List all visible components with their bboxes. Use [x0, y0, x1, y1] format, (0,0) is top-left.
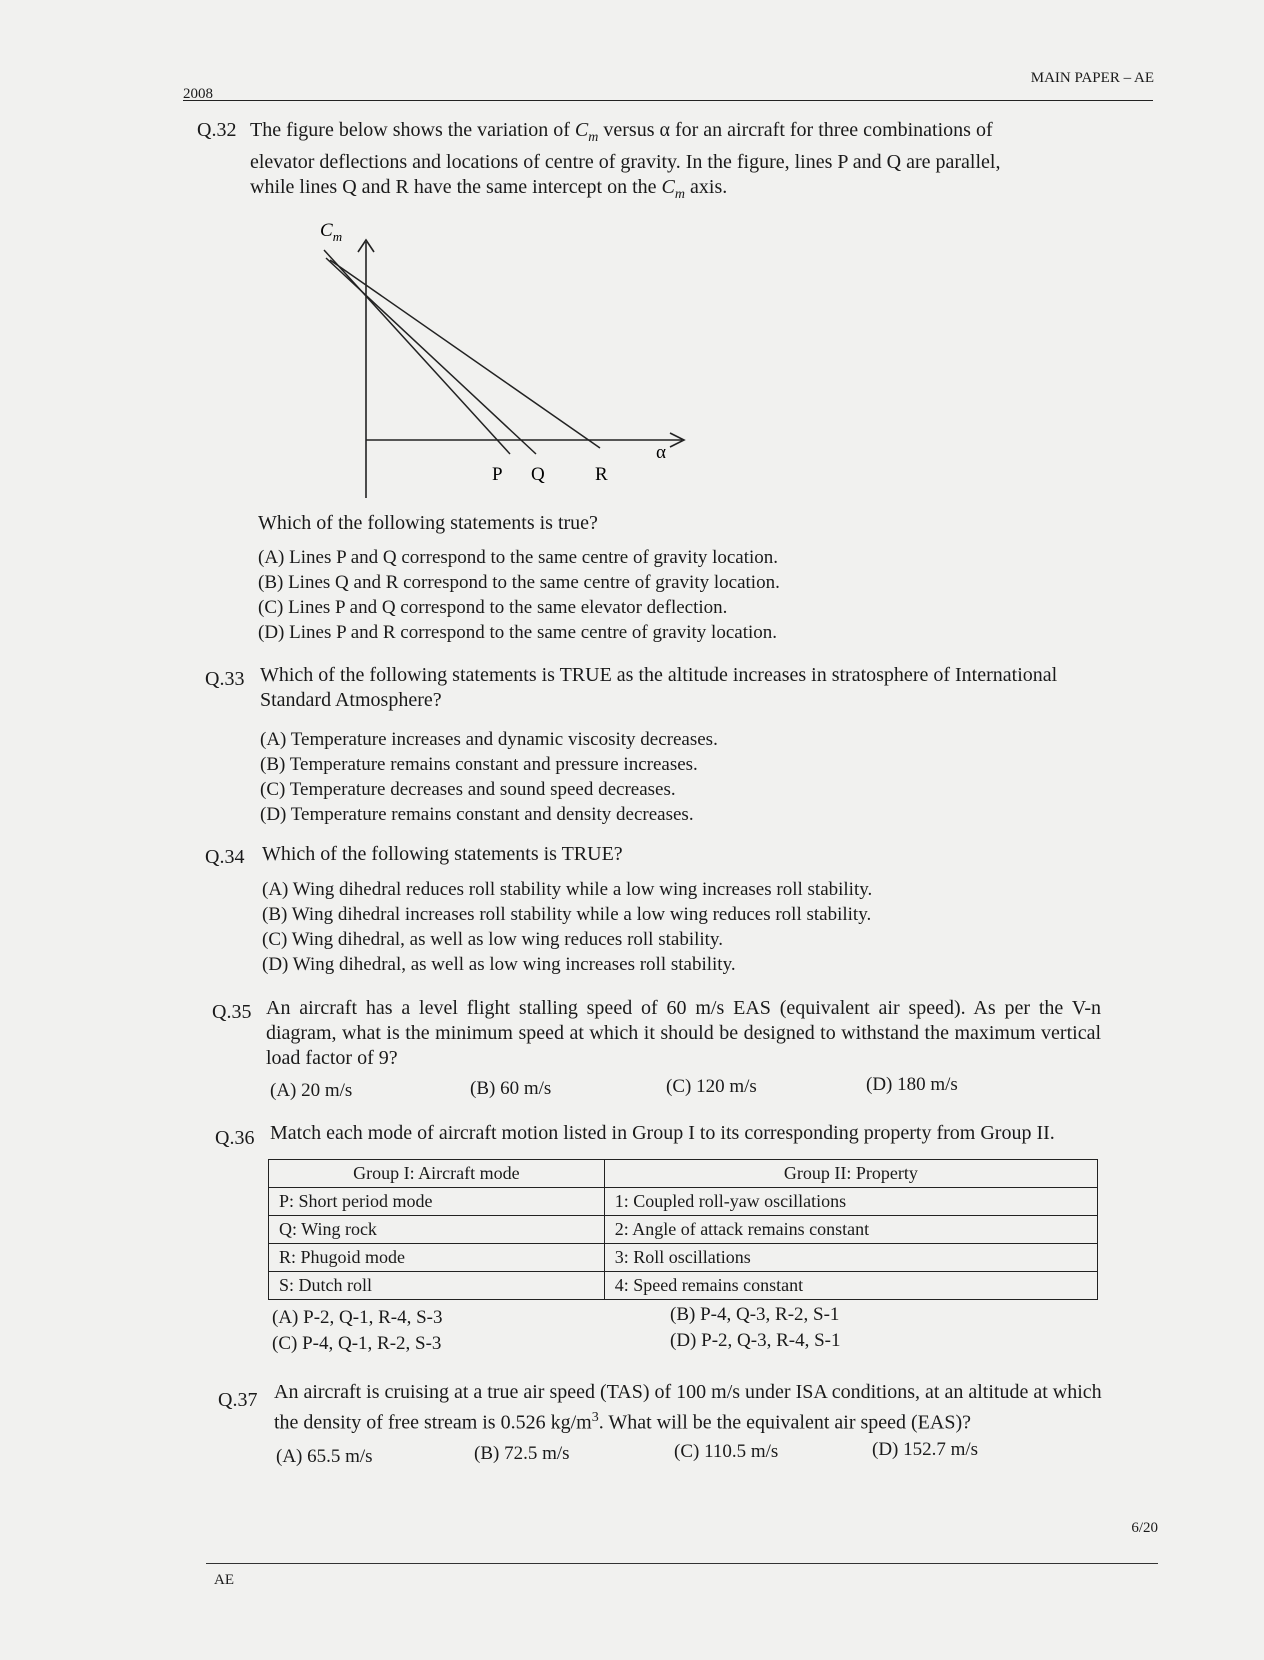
- question-text: An aircraft has a level flight stalling speed of 60 m/s EAS (equivalent air speed). As per the V-n diagram, what is the minimum speed at which it should be designed to withstand the maximum vertical load factor of 9?: [266, 997, 1101, 1069]
- q37-text-b: . What will be the equivalent air speed (EAS)?: [598, 1411, 972, 1434]
- question-number: Q.36: [215, 1127, 255, 1149]
- group2-item: 2: Angle of attack remains constant: [604, 1216, 1097, 1244]
- option-c[interactable]: (C) P-4, Q-1, R-2, S-3: [272, 1333, 442, 1354]
- footer-paper-code: AE: [214, 1572, 234, 1588]
- group1-header: Group I: Aircraft mode: [269, 1160, 605, 1188]
- line-p: [324, 250, 510, 454]
- group2-header: Group II: Property: [604, 1160, 1097, 1188]
- group2-item: 1: Coupled roll-yaw oscillations: [604, 1188, 1097, 1216]
- q32-cm-symbol: C: [574, 119, 589, 141]
- option-a[interactable]: (A) 65.5 m/s: [276, 1446, 373, 1467]
- question-number: Q.32: [197, 119, 237, 141]
- header-year: 2008: [183, 86, 213, 102]
- q32-cm-sub-2: m: [674, 187, 686, 202]
- option-d[interactable]: (D) P-2, Q-3, R-4, S-1: [670, 1330, 841, 1351]
- question-number: Q.37: [218, 1389, 258, 1411]
- option-c[interactable]: (C) 120 m/s: [666, 1076, 757, 1097]
- alpha-axis-label: α: [656, 442, 666, 463]
- q32-text-c: axis.: [685, 176, 728, 198]
- option-a[interactable]: (A) Temperature increases and dynamic viscosity decreases.: [260, 729, 718, 750]
- option-a[interactable]: (A) P-2, Q-1, R-4, S-3: [272, 1307, 443, 1328]
- option-c[interactable]: (C) 110.5 m/s: [674, 1441, 779, 1462]
- option-c[interactable]: (C) Wing dihedral, as well as low wing reduces roll stability.: [262, 929, 723, 950]
- line-label-r: R: [595, 464, 608, 485]
- group1-item: P: Short period mode: [269, 1188, 605, 1216]
- page-number: 6/20: [1131, 1520, 1158, 1536]
- option-c[interactable]: (C) Temperature decreases and sound speed decreases.: [260, 779, 676, 800]
- option-d[interactable]: (D) Lines P and R correspond to the same centre of gravity location.: [258, 622, 778, 643]
- option-b[interactable]: (B) Wing dihedral increases roll stability while a low wing reduces roll stability.: [262, 904, 872, 925]
- question-number: Q.33: [205, 668, 245, 690]
- option-d[interactable]: (D) 152.7 m/s: [872, 1439, 979, 1460]
- group2-item: 4: Speed remains constant: [604, 1272, 1097, 1300]
- group1-item: S: Dutch roll: [269, 1272, 605, 1300]
- option-b[interactable]: (B) P-4, Q-3, R-2, S-1: [670, 1304, 840, 1325]
- footer-rule: [206, 1563, 1158, 1564]
- question-text: [250, 118, 1040, 207]
- group1-item: Q: Wing rock: [269, 1216, 605, 1244]
- group1-item: R: Phugoid mode: [269, 1244, 605, 1272]
- option-d[interactable]: (D) Temperature remains constant and density decreases.: [260, 804, 694, 825]
- line-r: [330, 260, 600, 448]
- option-b[interactable]: (B) Temperature remains constant and pressure increases.: [260, 754, 698, 775]
- question-number: Q.34: [205, 846, 245, 868]
- option-a[interactable]: (A) Wing dihedral reduces roll stability while a low wing increases roll stability.: [262, 879, 873, 900]
- option-d[interactable]: (D) Wing dihedral, as well as low wing increases roll stability.: [262, 954, 736, 975]
- option-d[interactable]: (D) 180 m/s: [866, 1074, 958, 1095]
- question-text: Match each mode of aircraft motion listed in Group I to its corresponding property from Group II.: [270, 1122, 1055, 1144]
- question-text: [274, 1380, 1104, 1436]
- option-a[interactable]: (A) 20 m/s: [270, 1080, 353, 1101]
- q32-text-a: The figure below shows the variation of: [250, 119, 575, 141]
- line-label-p: P: [492, 464, 503, 485]
- group2-item: 3: Roll oscillations: [604, 1244, 1097, 1272]
- question-text: Which of the following statements is TRUE?: [262, 843, 623, 865]
- question-stem: Which of the following statements is true?: [258, 512, 598, 534]
- header-rule: [183, 100, 1153, 101]
- question-text: Which of the following statements is TRUE as the altitude increases in stratosphere of International Standard Atmosphere?: [260, 664, 1058, 711]
- q32-cm-symbol-2: C: [661, 176, 675, 198]
- option-b[interactable]: (B) 60 m/s: [470, 1078, 552, 1099]
- match-table: [268, 1159, 1098, 1300]
- question-number: Q.35: [212, 1001, 252, 1023]
- line-label-q: Q: [531, 464, 545, 485]
- line-q: [326, 258, 536, 454]
- header-paper-title: MAIN PAPER – AE: [1030, 70, 1154, 86]
- q32-text-b: versus α for an aircraft for three combinations of elevator deflections and locations of centre of gravity. In the figure, lines P and Q are parallel, while lines Q and R have the same intercept on the: [250, 119, 1001, 198]
- cm-axis-label: $C_m$: [320, 220, 343, 244]
- option-b[interactable]: (B) 72.5 m/s: [474, 1443, 570, 1464]
- option-b[interactable]: (B) Lines Q and R correspond to the same centre of gravity location.: [258, 572, 780, 593]
- q32-cm-sub: m: [588, 130, 599, 145]
- option-a[interactable]: (A) Lines P and Q correspond to the same centre of gravity location.: [258, 547, 779, 568]
- option-c[interactable]: (C) Lines P and Q correspond to the same elevator deflection.: [258, 597, 728, 618]
- q37-text-a: An aircraft is cruising at a true air speed (TAS) of 100 m/s under ISA conditions, at an altitude at which the density of free stream is 0.526 kg/m: [274, 1381, 1102, 1434]
- q37-text-sup: 3: [591, 1410, 599, 1425]
- cm-alpha-figure: [300, 210, 720, 510]
